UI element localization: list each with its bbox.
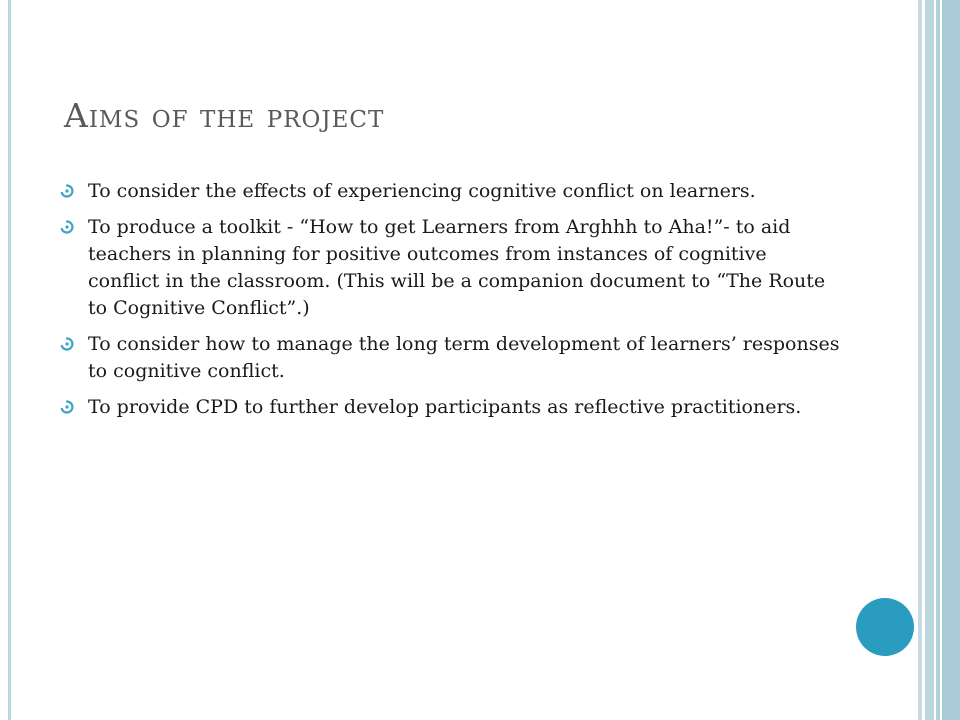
bullet-item (60, 214, 840, 322)
right-border-stripe (942, 0, 960, 720)
slide-title: Aims of the project (64, 96, 385, 135)
bullet-text: To produce a toolkit - “How to get Learners from Arghhh to Aha!”- to aid teachers in planning for positive outcomes from instances of cognitive conflict in the classroom. (This will be a companion document to “The Route to Cognitive Conflict”.) (88, 216, 826, 319)
decorative-circle (856, 598, 914, 656)
right-border-stripe (925, 0, 934, 720)
bullet-item (60, 394, 840, 421)
right-border-stripe (918, 0, 922, 720)
bullet-text: To consider how to manage the long term development of learners’ responses to cognitive conflict. (88, 333, 840, 382)
bullet-list (60, 178, 840, 430)
bullet-text: To provide CPD to further develop participants as reflective practitioners. (88, 396, 802, 418)
swirl-bullet-icon (60, 184, 74, 198)
right-border-stripe (936, 0, 940, 720)
swirl-bullet-icon (60, 400, 74, 414)
swirl-bullet-icon (60, 220, 74, 234)
bullet-text: To consider the effects of experiencing cognitive conflict on learners. (88, 180, 756, 202)
bullet-item (60, 331, 840, 385)
swirl-bullet-icon (60, 337, 74, 351)
left-border-line (8, 0, 11, 720)
bullet-item (60, 178, 840, 205)
